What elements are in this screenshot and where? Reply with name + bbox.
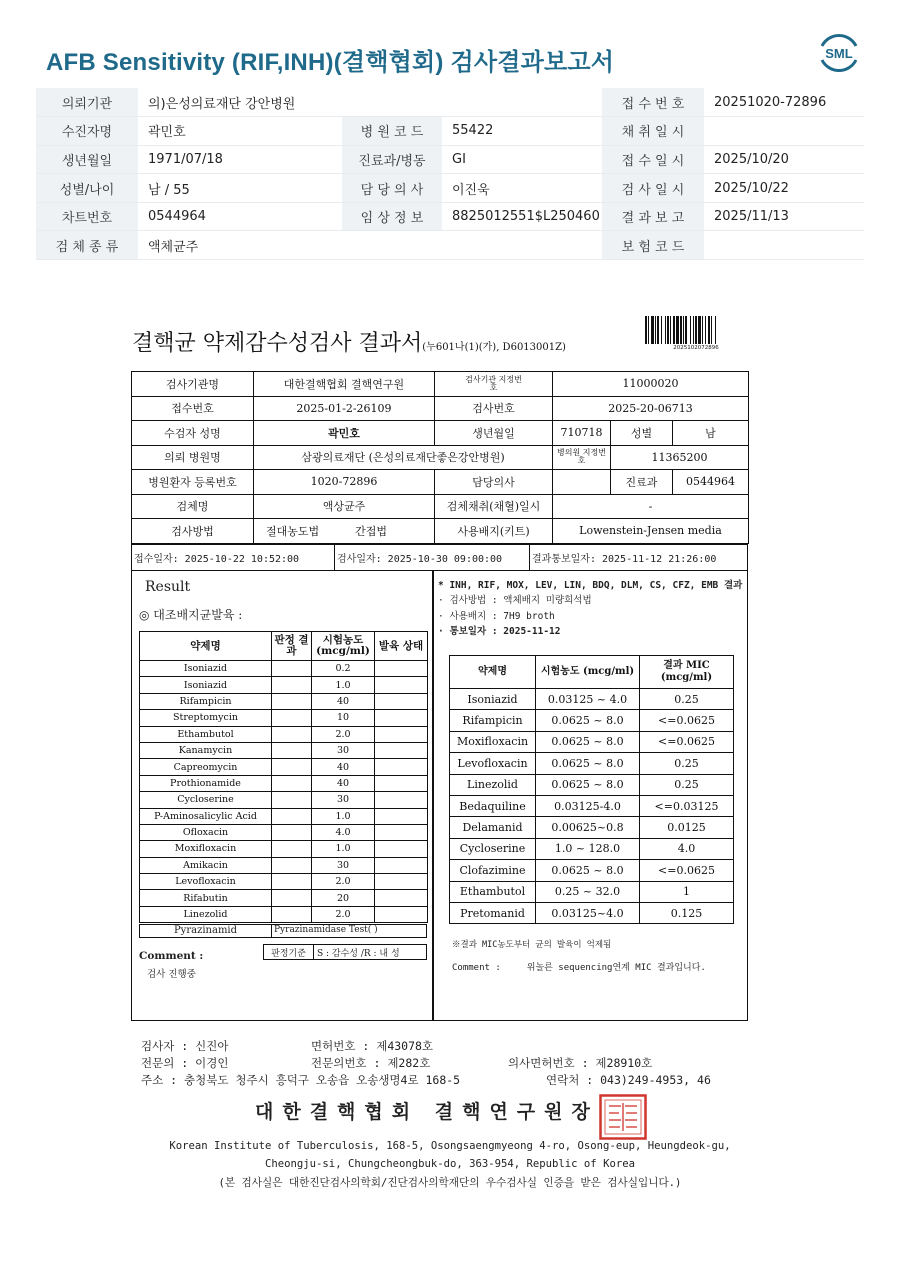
header-value: 2025/10/20 bbox=[704, 145, 864, 174]
header-label: 생년월일 bbox=[36, 145, 138, 174]
table-cell: 30 bbox=[312, 742, 375, 758]
barcode-bar bbox=[690, 316, 691, 344]
table-row bbox=[140, 677, 428, 693]
header-label: 보 험 코 드 bbox=[602, 231, 704, 260]
table-row bbox=[450, 838, 734, 859]
table-cell: 0.03125 ~ 4.0 bbox=[536, 689, 640, 710]
header-value: GI bbox=[442, 145, 602, 174]
reported-date: 결과통보일자: 2025-11-12 21:26:00 bbox=[529, 545, 747, 570]
header-value bbox=[704, 231, 864, 260]
header-value: 2025/10/22 bbox=[704, 174, 864, 203]
table-cell bbox=[375, 890, 428, 906]
table-cell: Rifampicin bbox=[140, 693, 272, 709]
table-cell: 0.25 bbox=[640, 774, 734, 795]
table-header-row bbox=[450, 656, 734, 689]
table-cell: 0.0625 ~ 8.0 bbox=[536, 731, 640, 752]
header-label: 임 상 정 보 bbox=[342, 202, 442, 231]
table-row bbox=[140, 759, 428, 775]
mic-footnote: ※결과 MIC농도부터 균의 발육이 억제됨 bbox=[452, 940, 612, 950]
table-row bbox=[450, 753, 734, 774]
header-row bbox=[36, 202, 864, 231]
table-cell: Cycloserine bbox=[450, 838, 536, 859]
barcode-bar bbox=[685, 316, 687, 344]
table-cell bbox=[272, 824, 312, 840]
table-cell: Levofloxacin bbox=[450, 753, 536, 774]
table-cell: Pretomanid bbox=[450, 902, 536, 923]
designated-label: 검사기관 지정번호 bbox=[435, 372, 553, 397]
media-value: Lowenstein-Jensen media bbox=[553, 519, 749, 544]
header-label: 접 수 번 호 bbox=[602, 88, 704, 117]
table-cell: 2.0 bbox=[312, 726, 375, 742]
header-row bbox=[36, 145, 864, 174]
note-line: · 통보일자 : 2025-11-12 bbox=[438, 626, 561, 638]
table-cell: Ethambutol bbox=[450, 881, 536, 902]
table-cell bbox=[272, 742, 312, 758]
doctor-label: 담당의사 bbox=[435, 470, 553, 495]
page-title: AFB Sensitivity (RIF,INH)(결핵협회) 검사결과보고서 bbox=[46, 49, 615, 76]
table-cell bbox=[272, 677, 312, 693]
table-cell: Cycloserine bbox=[140, 792, 272, 808]
table-cell: Linezolid bbox=[450, 774, 536, 795]
header-value: 2025/11/13 bbox=[704, 202, 864, 231]
barcode-bar bbox=[715, 316, 716, 344]
table-row bbox=[450, 774, 734, 795]
specialist: 전문의 : 이경인 bbox=[141, 1056, 229, 1070]
table-row bbox=[140, 824, 428, 840]
table-cell: Capreomycin bbox=[140, 759, 272, 775]
patient-label: 수검자 성명 bbox=[132, 421, 254, 446]
birth-label: 생년월일 bbox=[435, 421, 553, 446]
barcode-bar bbox=[655, 316, 656, 344]
table-row bbox=[140, 742, 428, 758]
note-line: · 사용배지 : 7H9 broth bbox=[438, 610, 555, 622]
table-cell bbox=[272, 792, 312, 808]
header-label: 의뢰기관 bbox=[36, 88, 138, 117]
column-header: 시험농도 (mcg/ml) bbox=[312, 632, 375, 661]
table-row bbox=[140, 841, 428, 857]
header-value: 1971/07/18 bbox=[138, 145, 342, 174]
birth-value: 710718 bbox=[553, 421, 611, 446]
barcode-bar bbox=[670, 316, 671, 344]
dept-value: 0544964 bbox=[673, 470, 749, 495]
table-cell: 0.0625 ~ 8.0 bbox=[536, 860, 640, 881]
table-row bbox=[450, 817, 734, 838]
table-cell: 0.0625 ~ 8.0 bbox=[536, 753, 640, 774]
table-cell: 0.25 ~ 32.0 bbox=[536, 881, 640, 902]
table-cell: 0.03125~4.0 bbox=[536, 902, 640, 923]
sml-logo-icon bbox=[816, 32, 862, 74]
table-cell bbox=[272, 775, 312, 791]
tester: 검사자 : 신진아 bbox=[141, 1039, 229, 1053]
left-comment: 검사 진행중 bbox=[147, 969, 196, 980]
header-row bbox=[36, 231, 864, 260]
note-line: · 검사방법 : 액체배지 미량희석법 bbox=[438, 595, 592, 607]
barcode-bar bbox=[645, 316, 647, 344]
judge-label: 판정기준 bbox=[264, 945, 314, 959]
note-line: * INH, RIF, MOX, LEV, LIN, BDQ, DLM, CS, CFZ, EMB 결과 bbox=[438, 580, 743, 591]
report-title: 결핵균 약제감수성검사 결과서(누601나(1)(가), D6013001Z) bbox=[132, 331, 566, 356]
column-header: 약제명 bbox=[140, 632, 272, 661]
pza-test: Pyrazinamidase Test( ) bbox=[274, 925, 378, 935]
table-cell: <=0.03125 bbox=[640, 795, 734, 816]
barcode-bar bbox=[680, 316, 682, 344]
table-cell bbox=[272, 890, 312, 906]
table-row bbox=[140, 726, 428, 742]
table-cell: <=0.0625 bbox=[640, 860, 734, 881]
barcode-bar bbox=[667, 316, 669, 344]
barcode-bar bbox=[711, 316, 712, 344]
table-cell bbox=[375, 906, 428, 922]
table-cell bbox=[375, 775, 428, 791]
table-cell: 0.25 bbox=[640, 753, 734, 774]
table-cell: <=0.0625 bbox=[640, 710, 734, 731]
barcode-bar bbox=[648, 316, 649, 344]
media-label: 사용배지(키트) bbox=[435, 519, 553, 544]
table-cell: 40 bbox=[312, 693, 375, 709]
hosp-designated-label: 병의원 지정번호 bbox=[553, 445, 611, 470]
table-cell: Streptomycin bbox=[140, 710, 272, 726]
table-row bbox=[140, 874, 428, 890]
header-value: 곽민호 bbox=[138, 117, 342, 146]
table-cell bbox=[375, 726, 428, 742]
column-header: 발육 상태 bbox=[375, 632, 428, 661]
header-label: 검 사 일 시 bbox=[602, 174, 704, 203]
logo-text: SML bbox=[825, 46, 853, 61]
method-value: 절대농도법 간접법 bbox=[254, 519, 435, 544]
table-cell: Isoniazid bbox=[140, 677, 272, 693]
table-cell: <=0.0625 bbox=[640, 731, 734, 752]
lab-value: 대한결핵협회 결핵연구원 bbox=[254, 372, 435, 397]
table-row bbox=[450, 710, 734, 731]
pza-label: Pyrazinamid bbox=[140, 925, 272, 937]
table-cell bbox=[375, 661, 428, 677]
table-row bbox=[450, 881, 734, 902]
table-cell bbox=[375, 677, 428, 693]
liquid-method-notes bbox=[438, 578, 742, 640]
judge-value: S : 감수성 /R : 내 성 bbox=[317, 948, 400, 959]
header-value: 8825012551$L250460 bbox=[442, 202, 602, 231]
table-cell: Linezolid bbox=[140, 906, 272, 922]
table-cell: 0.03125-4.0 bbox=[536, 795, 640, 816]
barcode-bar bbox=[708, 316, 710, 344]
header-value bbox=[704, 117, 864, 146]
sex-value: 남 bbox=[673, 421, 749, 446]
table-cell bbox=[272, 693, 312, 709]
table-row bbox=[140, 775, 428, 791]
column-header: 약제명 bbox=[450, 656, 536, 689]
table-row bbox=[140, 890, 428, 906]
specimen-label: 검체명 bbox=[132, 494, 254, 519]
table-cell: 4.0 bbox=[312, 824, 375, 840]
barcode-bar bbox=[693, 316, 694, 344]
left-comment-label: Comment : bbox=[139, 950, 204, 962]
doctor-license: 의사면허번호 : 제28910호 bbox=[508, 1056, 653, 1070]
barcode-bar bbox=[676, 316, 679, 344]
header-value: 이진욱 bbox=[442, 174, 602, 203]
header-row bbox=[36, 117, 864, 146]
table-cell: Rifabutin bbox=[140, 890, 272, 906]
official-seal-icon bbox=[599, 1094, 647, 1140]
table-cell: 0.2 bbox=[312, 661, 375, 677]
table-cell bbox=[272, 661, 312, 677]
table-row bbox=[140, 693, 428, 709]
barcode-bar bbox=[695, 316, 697, 344]
header-label: 병 원 코 드 bbox=[342, 117, 442, 146]
barcode-bar bbox=[661, 316, 662, 344]
column-header: 판정 결과 bbox=[272, 632, 312, 661]
header-value: 액체균주 bbox=[138, 231, 602, 260]
table-cell bbox=[375, 874, 428, 890]
barcode-bar bbox=[698, 316, 701, 344]
table-cell bbox=[272, 759, 312, 775]
reg-label: 병원환자 등록번호 bbox=[132, 470, 254, 495]
table-cell bbox=[272, 841, 312, 857]
results-divider bbox=[432, 571, 434, 1021]
table-cell: Moxifloxacin bbox=[450, 731, 536, 752]
table-row bbox=[450, 795, 734, 816]
dept-label: 진료과 bbox=[611, 470, 673, 495]
table-cell: 0.0625 ~ 8.0 bbox=[536, 710, 640, 731]
table-cell: 1 bbox=[640, 881, 734, 902]
accept-no-label: 접수번호 bbox=[132, 396, 254, 421]
address: 주소 : 충청북도 청주시 흥덕구 오송읍 오송생명4로 168-5 bbox=[141, 1073, 461, 1087]
table-cell: 1.0 ~ 128.0 bbox=[536, 838, 640, 859]
table-row bbox=[450, 689, 734, 710]
contact: 연락처 : 043)249-4953, 46 bbox=[546, 1073, 711, 1087]
header-label: 담 당 의 사 bbox=[342, 174, 442, 203]
table-cell bbox=[272, 906, 312, 922]
table-cell: 0.0625 ~ 8.0 bbox=[536, 774, 640, 795]
table-cell bbox=[375, 710, 428, 726]
table-cell: Prothionamide bbox=[140, 775, 272, 791]
table-cell: Kanamycin bbox=[140, 742, 272, 758]
right-comment: Comment : 위놀른 sequencing연계 MIC 결과입니다. bbox=[452, 963, 706, 973]
table-cell: Rifampicin bbox=[450, 710, 536, 731]
table-cell: Bedaquiline bbox=[450, 795, 536, 816]
barcode-bar bbox=[665, 316, 666, 344]
table-cell: 1.0 bbox=[312, 841, 375, 857]
pyrazinamide-row bbox=[139, 924, 427, 938]
header-label: 채 취 일 시 bbox=[602, 117, 704, 146]
header-label: 성별/나이 bbox=[36, 174, 138, 203]
table-cell bbox=[375, 693, 428, 709]
table-cell: Amikacin bbox=[140, 857, 272, 873]
footer-line-3: (본 검사실은 대한진단검사의학회/진단검사의학재단의 우수검사실 인증을 받은 검사실입니다.) bbox=[218, 1177, 682, 1189]
dates-row bbox=[131, 544, 748, 571]
table-cell bbox=[375, 841, 428, 857]
barcode-bar bbox=[702, 316, 703, 344]
table-cell: 2.0 bbox=[312, 906, 375, 922]
barcode-icon bbox=[645, 316, 747, 344]
header-value: 남 / 55 bbox=[138, 174, 342, 203]
lab-label: 검사기관명 bbox=[132, 372, 254, 397]
table-cell: Ethambutol bbox=[140, 726, 272, 742]
table-cell bbox=[375, 857, 428, 873]
tested-date: 검사일자: 2025-10-30 09:00:00 bbox=[334, 545, 529, 570]
hosp-designated-value: 11365200 bbox=[611, 445, 749, 470]
table-cell: 4.0 bbox=[640, 838, 734, 859]
table-cell: 40 bbox=[312, 775, 375, 791]
judge-criteria bbox=[263, 944, 427, 960]
result-label: Result bbox=[145, 579, 191, 595]
table-row bbox=[140, 661, 428, 677]
table-cell: 0.25 bbox=[640, 689, 734, 710]
table-cell bbox=[375, 759, 428, 775]
reg-value: 1020-72896 bbox=[254, 470, 435, 495]
report-info-table bbox=[131, 371, 749, 544]
table-cell bbox=[272, 710, 312, 726]
accept-no-value: 2025-01-2-26109 bbox=[254, 396, 435, 421]
table-cell: Moxifloxacin bbox=[140, 841, 272, 857]
table-cell bbox=[375, 808, 428, 824]
header-label: 결 과 보 고 bbox=[602, 202, 704, 231]
table-header-row bbox=[140, 632, 428, 661]
table-cell bbox=[272, 808, 312, 824]
header-label: 진료과/병동 bbox=[342, 145, 442, 174]
specimen-value: 액상균주 bbox=[254, 494, 435, 519]
header-value: 20251020-72896 bbox=[704, 88, 864, 117]
institute-director: 대한결핵협회 결핵연구원장 bbox=[255, 1101, 599, 1123]
footer-line-1: Korean Institute of Tuberculosis, 168-5, Osongsaengmyeong 4-ro, Osong-eup, Heungdeok-gu, bbox=[169, 1140, 731, 1152]
table-cell: 20 bbox=[312, 890, 375, 906]
column-header: 결과 MIC (mcg/ml) bbox=[640, 656, 734, 689]
hospital-value: 삼광의료재단 (은성의료재단좋은강안병원) bbox=[254, 445, 553, 470]
method-label: 검사방법 bbox=[132, 519, 254, 544]
header-value: 55422 bbox=[442, 117, 602, 146]
table-cell: 1.0 bbox=[312, 808, 375, 824]
table-cell: 30 bbox=[312, 792, 375, 808]
table-cell: 0.00625~0.8 bbox=[536, 817, 640, 838]
control-growth-label: ◎ 대조배지균발육 : bbox=[139, 608, 243, 622]
barcode-bar bbox=[657, 316, 659, 344]
barcode-bar bbox=[683, 316, 684, 344]
table-cell bbox=[375, 742, 428, 758]
header-label: 검 체 종 류 bbox=[36, 231, 138, 260]
table-cell: Clofazimine bbox=[450, 860, 536, 881]
received-date: 접수일자: 2025-10-22 10:52:00 bbox=[134, 554, 300, 565]
table-cell: Isoniazid bbox=[450, 689, 536, 710]
header-row bbox=[36, 88, 864, 117]
header-value: 의)은성의료재단 강안병원 bbox=[138, 88, 602, 117]
test-no-value: 2025-20-06713 bbox=[553, 396, 749, 421]
table-cell: 1.0 bbox=[312, 677, 375, 693]
table-cell: Delamanid bbox=[450, 817, 536, 838]
header-row bbox=[36, 174, 864, 203]
footer-line-2: Cheongju-si, Chungcheongbuk-do, 363-954, Republic of Korea bbox=[265, 1158, 635, 1170]
table-cell: 2.0 bbox=[312, 874, 375, 890]
header-value: 0544964 bbox=[138, 202, 342, 231]
barcode-number: 2025102072896 bbox=[673, 345, 719, 351]
specialist-number: 전문의번호 : 제282호 bbox=[311, 1056, 431, 1070]
patient-header-table bbox=[36, 88, 864, 260]
doctor-value bbox=[553, 470, 611, 495]
table-cell: 0.0125 bbox=[640, 817, 734, 838]
table-cell: 40 bbox=[312, 759, 375, 775]
table-row bbox=[140, 792, 428, 808]
table-row bbox=[450, 731, 734, 752]
barcode-bar bbox=[705, 316, 706, 344]
table-cell: Isoniazid bbox=[140, 661, 272, 677]
mic-table bbox=[449, 655, 734, 924]
table-cell bbox=[375, 824, 428, 840]
header-label: 차트번호 bbox=[36, 202, 138, 231]
table-cell bbox=[272, 857, 312, 873]
table-row bbox=[450, 860, 734, 881]
table-cell: 0.125 bbox=[640, 902, 734, 923]
designated-value: 11000020 bbox=[553, 372, 749, 397]
patient-value: 곽민호 bbox=[254, 421, 435, 446]
test-no-label: 검사번호 bbox=[435, 396, 553, 421]
table-cell: P-Aminosalicylic Acid bbox=[140, 808, 272, 824]
sex-label: 성별 bbox=[611, 421, 673, 446]
table-cell bbox=[375, 792, 428, 808]
table-row bbox=[140, 857, 428, 873]
table-cell bbox=[272, 874, 312, 890]
table-cell bbox=[272, 726, 312, 742]
barcode-bar bbox=[673, 316, 675, 344]
tester-license: 면허번호 : 제43078호 bbox=[311, 1039, 434, 1053]
table-cell: 30 bbox=[312, 857, 375, 873]
collect-label: 검체채취(채혈)일시 bbox=[435, 494, 553, 519]
solid-media-table bbox=[139, 631, 428, 923]
collect-value: - bbox=[553, 494, 749, 519]
table-cell: Ofloxacin bbox=[140, 824, 272, 840]
barcode-bar bbox=[651, 316, 654, 344]
hospital-label: 의뢰 병원명 bbox=[132, 445, 254, 470]
header-label: 수진자명 bbox=[36, 117, 138, 146]
column-header: 시험농도 (mcg/ml) bbox=[536, 656, 640, 689]
table-cell: Levofloxacin bbox=[140, 874, 272, 890]
table-row bbox=[450, 902, 734, 923]
header-label: 접 수 일 시 bbox=[602, 145, 704, 174]
table-row bbox=[140, 710, 428, 726]
table-row bbox=[140, 906, 428, 922]
table-cell: 10 bbox=[312, 710, 375, 726]
table-row bbox=[140, 808, 428, 824]
